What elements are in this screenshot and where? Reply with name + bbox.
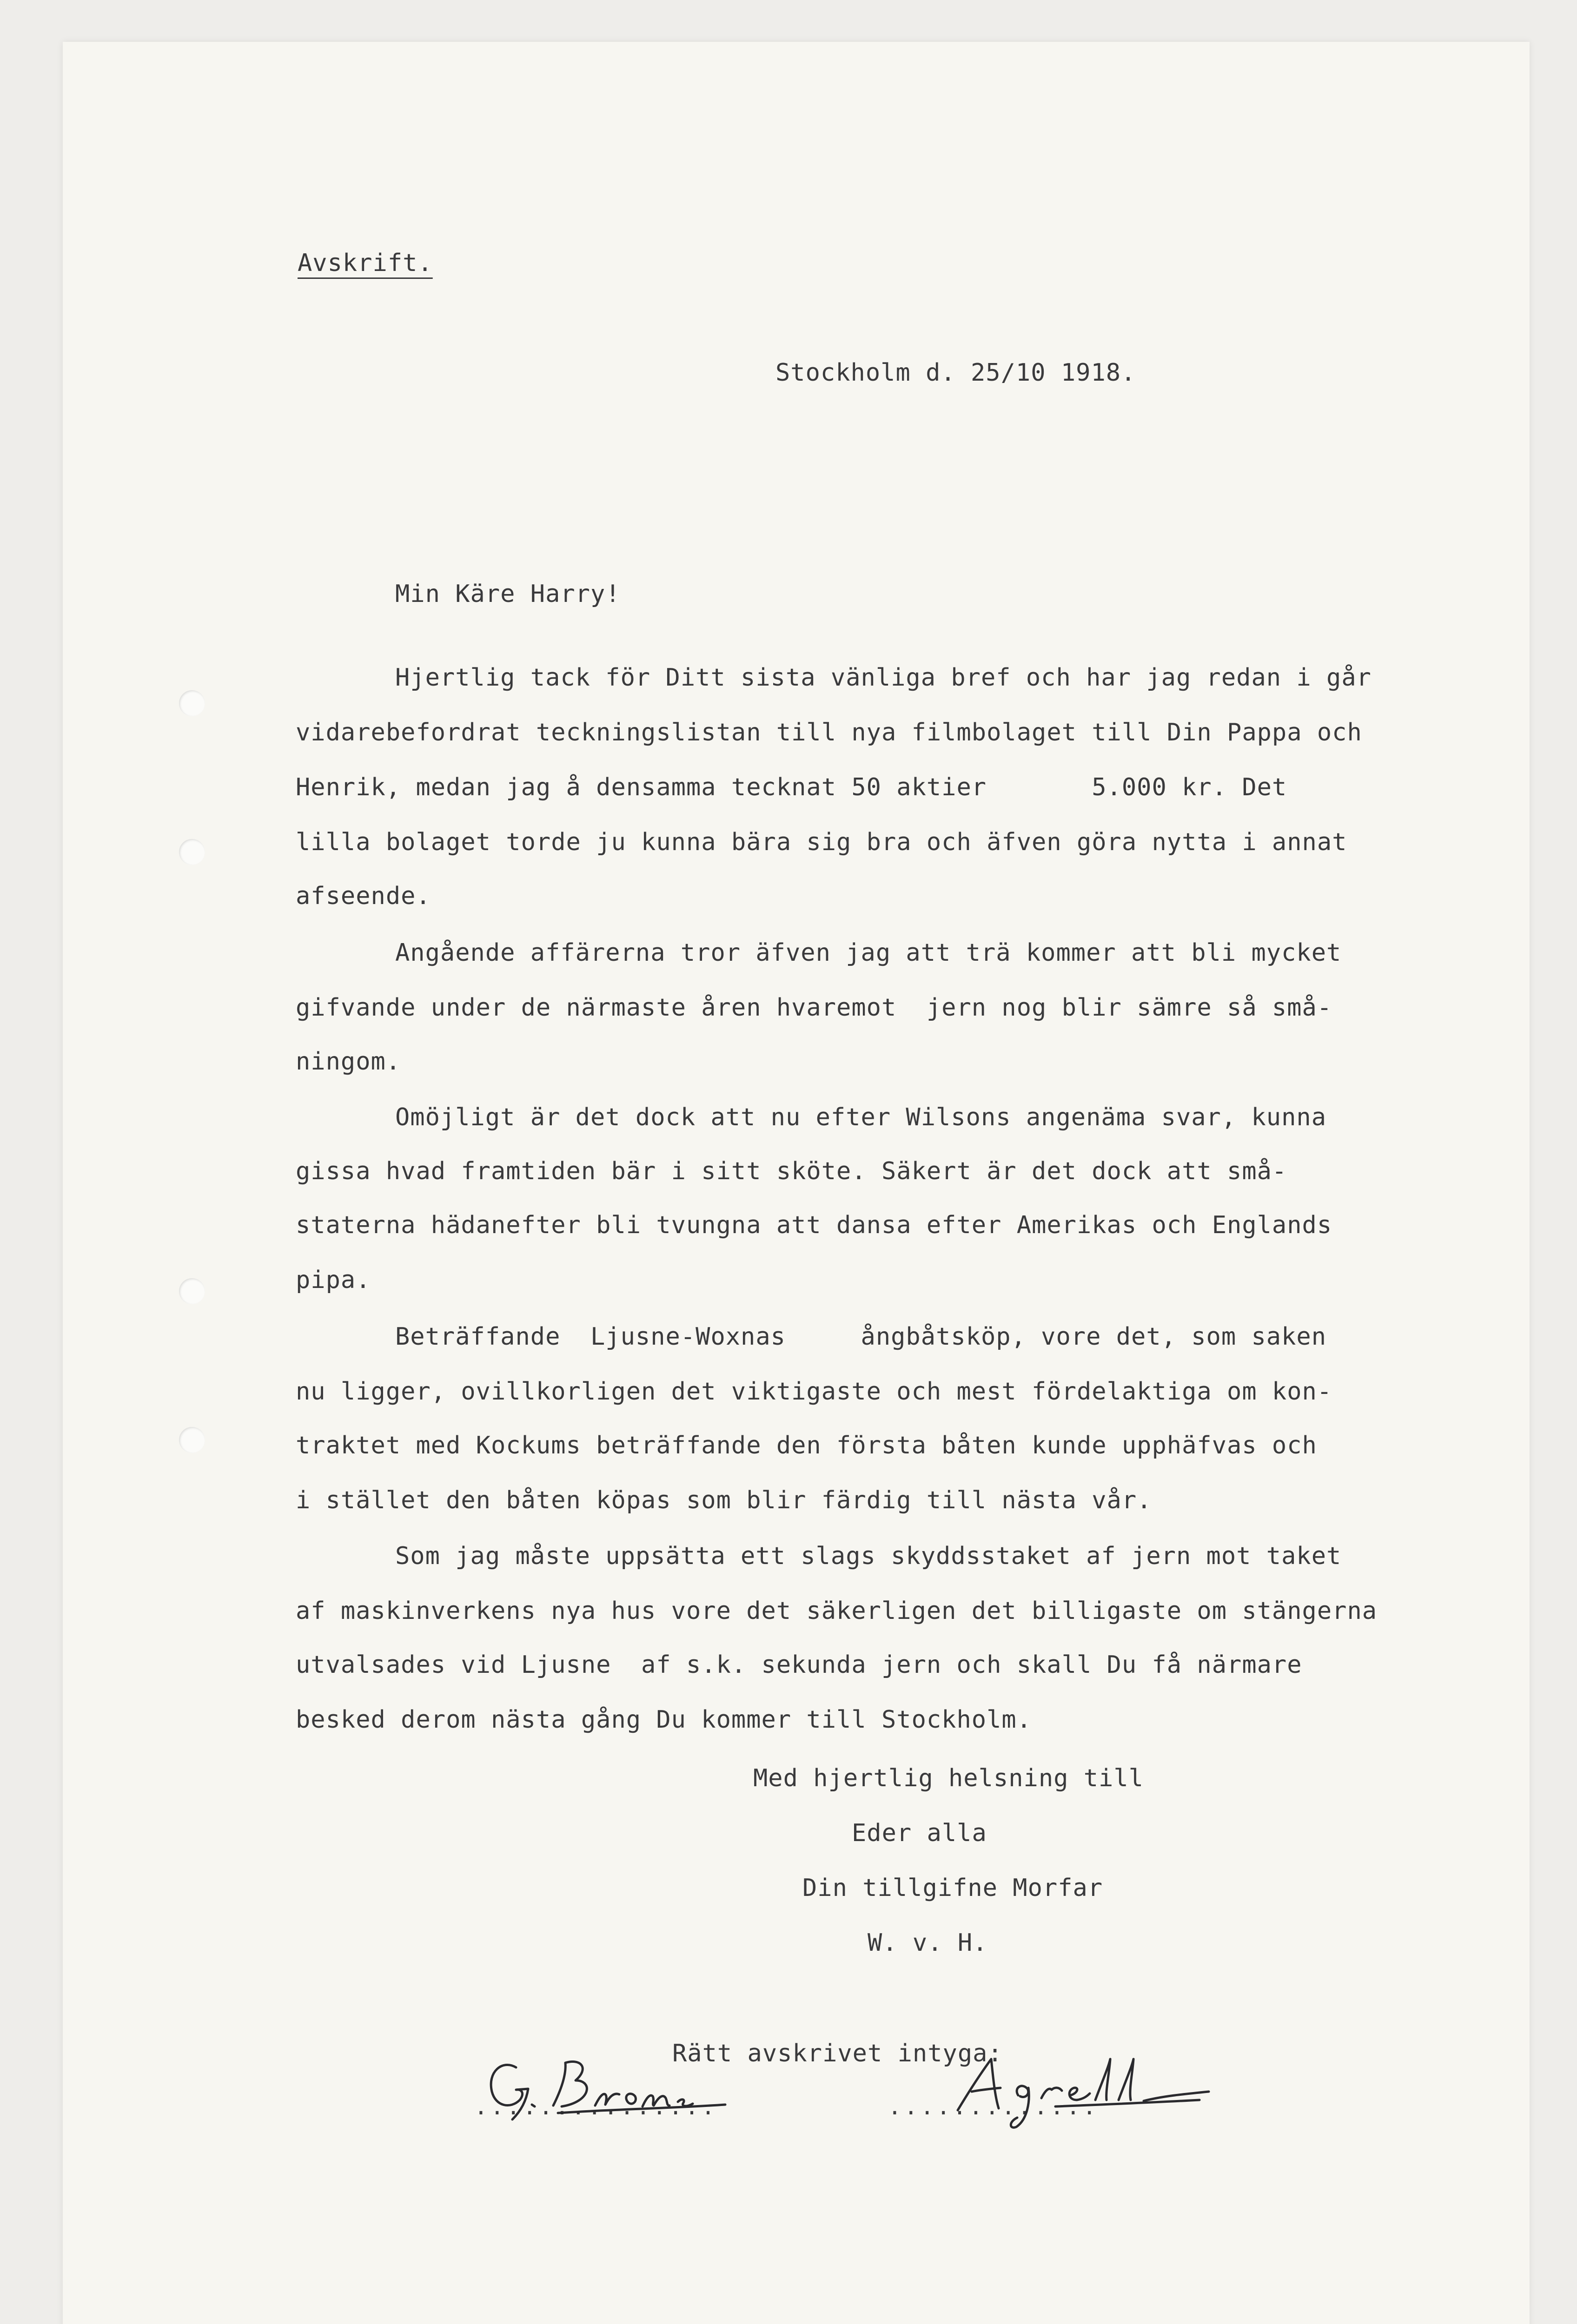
body-line: af maskinverkens nya hus vore det säkerligen det billigaste om stängerna <box>296 1597 1378 1625</box>
body-line: lilla bolaget torde ju kunna bära sig bra och äfven göra nytta i annat <box>296 828 1347 856</box>
signature-dotted-line: ............... <box>474 2094 718 2120</box>
punch-hole <box>179 839 205 865</box>
body-line: besked derom nästa gång Du kommer till Stockholm. <box>296 1706 1032 1734</box>
body-line: Som jag måste uppsätta ett slags skyddsstaket af jern mot taket <box>395 1542 1342 1570</box>
closing-line: W. v. H. <box>868 1929 988 1957</box>
body-line: vidarebefordrat teckningslistan till nya filmbolaget till Din Pappa och <box>296 719 1362 746</box>
signature-dotted-line: ............. <box>888 2094 1099 2120</box>
body-line: pipa. <box>296 1266 371 1294</box>
body-line: utvalsades vid Ljusne af s.k. sekunda jern och skall Du få närmare <box>296 1651 1302 1679</box>
body-line: i stället den båten köpas som blir färdig till nästa vår. <box>296 1486 1152 1514</box>
certification-line: Rätt avskrivet intyga: <box>672 2040 1003 2067</box>
punch-hole <box>179 690 205 716</box>
body-line: gifvande under de närmaste åren hvaremot jern nog blir sämre så små- <box>296 994 1332 1022</box>
handwritten-signature <box>948 2045 1237 2133</box>
document-heading: Avskrift. <box>298 249 433 277</box>
closing-line: Din tillgifne Morfar <box>802 1874 1103 1902</box>
body-line: Omöjligt är det dock att nu efter Wilsons angenäma svar, kunna <box>395 1103 1327 1131</box>
body-line: Beträffande Ljusne-Woxnas ångbåtsköp, vore det, som saken <box>395 1323 1327 1351</box>
punch-hole <box>179 1278 205 1304</box>
body-line: gissa hvad framtiden bär i sitt sköte. Säkert är det dock att små- <box>296 1157 1287 1185</box>
salutation: Min Käre Harry! <box>395 580 621 608</box>
body-line: nu ligger, ovillkorligen det viktigaste och mest fördelaktiga om kon- <box>296 1378 1332 1406</box>
place-date: Stockholm d. 25/10 1918. <box>775 359 1136 387</box>
body-line: Hjertlig tack för Ditt sista vänliga bref och har jag redan i går <box>395 664 1372 692</box>
body-line: traktet med Kockums beträffande den första båten kunde upphäfvas och <box>296 1432 1317 1459</box>
body-line: afseende. <box>296 882 431 910</box>
body-line: staterna hädanefter bli tvungna att dansa efter Amerikas och Englands <box>296 1211 1332 1239</box>
closing-line: Med hjertlig helsning till <box>753 1764 1144 1792</box>
body-line: Angående affärerna tror äfven jag att trä kommer att bli mycket <box>395 939 1342 967</box>
body-line: ningom. <box>296 1048 401 1076</box>
closing-line: Eder alla <box>852 1819 987 1847</box>
punch-hole <box>179 1427 205 1453</box>
handwritten-signature <box>484 2050 781 2129</box>
body-line: Henrik, medan jag å densamma tecknat 50 aktier 5.000 kr. Det <box>296 773 1287 801</box>
